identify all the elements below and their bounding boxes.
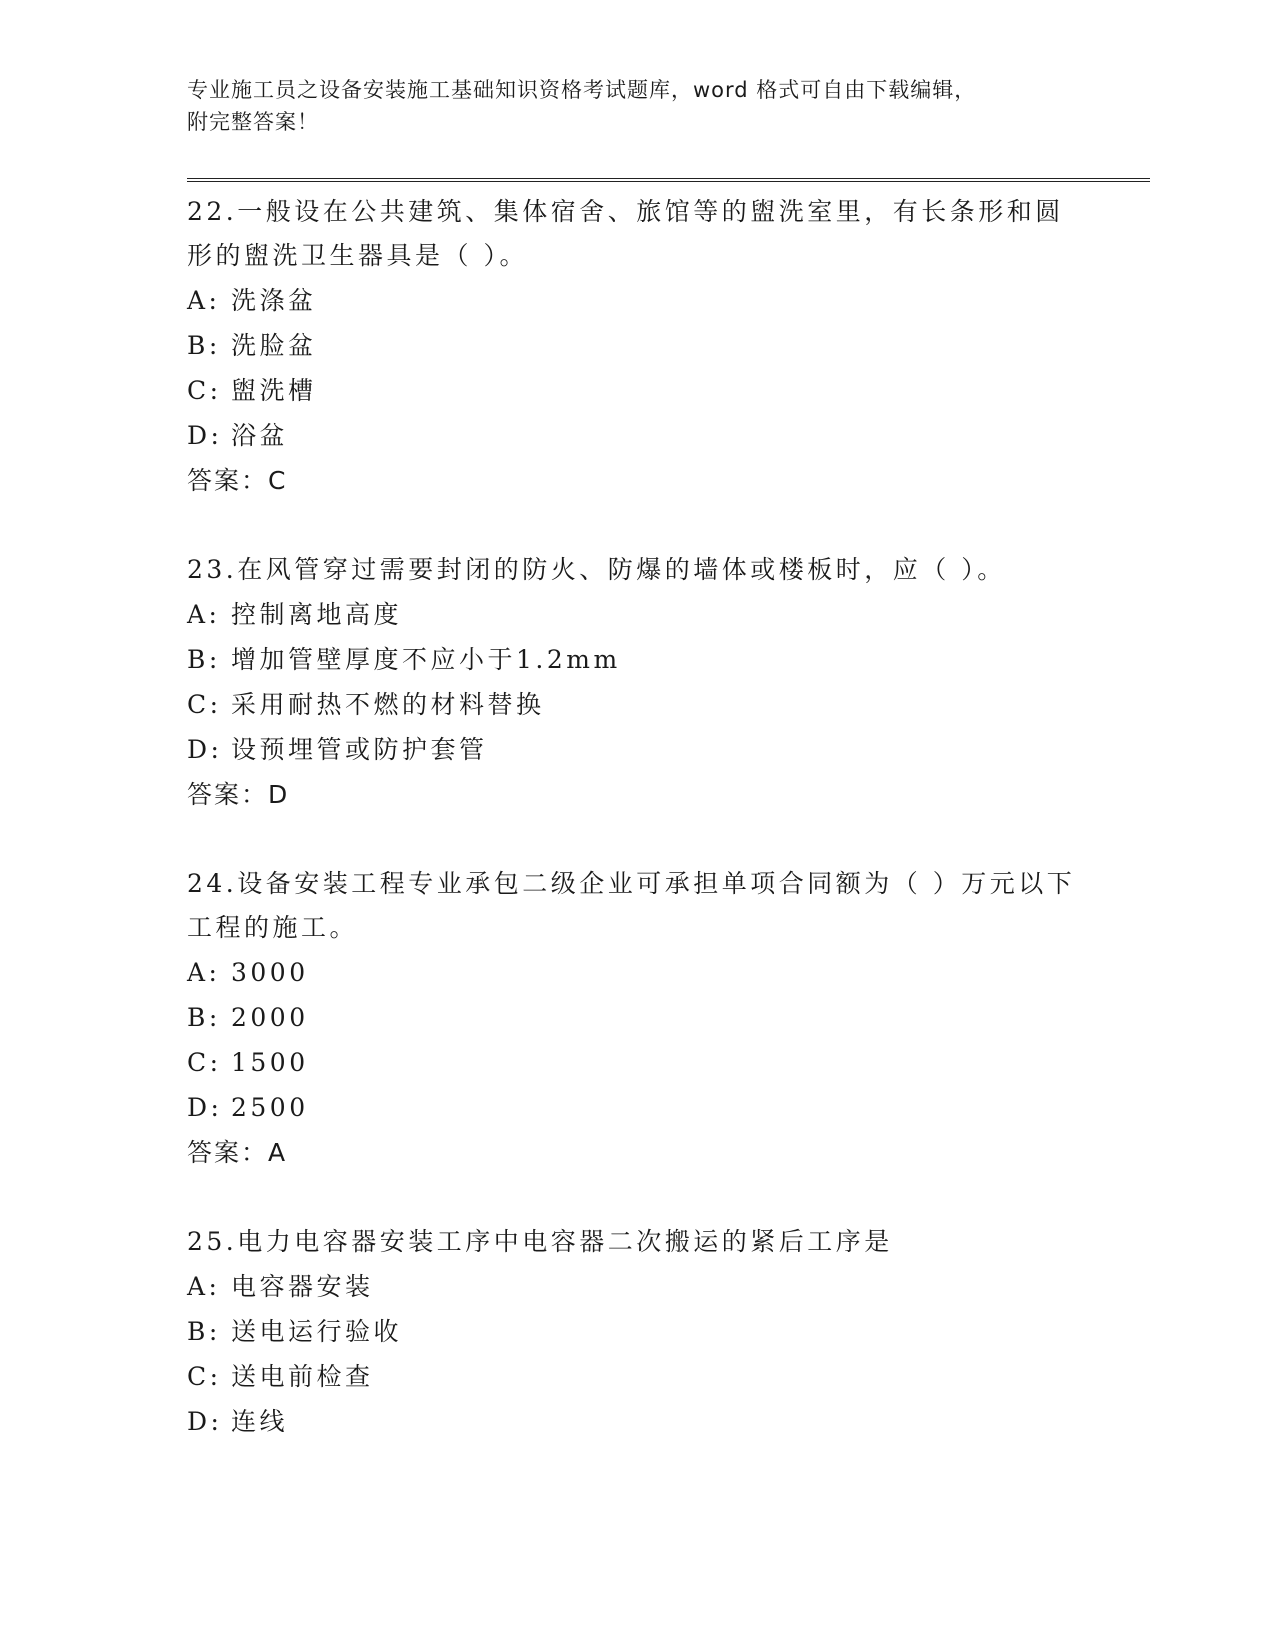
- header-line-2: 附完整答案！: [187, 110, 319, 134]
- option-text: 增加管壁厚度不应小于1.2mm: [231, 645, 621, 674]
- option-key: D:: [187, 1093, 223, 1122]
- option-key: A:: [187, 600, 221, 629]
- option-text: 2500: [231, 1093, 309, 1122]
- option-text: 控制离地高度: [231, 600, 403, 629]
- header-line-1: 专业施工员之设备安装施工基础知识资格考试题库，word 格式可自由下载编辑，: [187, 78, 977, 102]
- option-text: 盥洗槽: [231, 376, 317, 405]
- option-key: C:: [187, 1362, 222, 1391]
- option-key: C:: [187, 376, 222, 405]
- question-23: [187, 548, 1087, 817]
- answer-line: 答案：D: [187, 780, 290, 809]
- question-stem: 22.一般设在公共建筑、集体宿舍、旅馆等的盥洗室里，有长条形和圆形的盥洗卫生器具是（ ）。: [187, 197, 1064, 270]
- option-a: [187, 278, 1087, 323]
- option-key: D:: [187, 421, 223, 450]
- option-key: C:: [187, 1048, 222, 1077]
- option-d: [187, 1399, 1087, 1444]
- option-key: A:: [187, 1272, 221, 1301]
- option-d: [187, 1085, 1087, 1130]
- option-b: [187, 637, 1087, 682]
- option-a: [187, 592, 1087, 637]
- option-text: 送电运行验收: [231, 1317, 403, 1346]
- answer-line: 答案：C: [187, 466, 288, 495]
- option-d: [187, 413, 1087, 458]
- option-c: [187, 1040, 1087, 1085]
- question-24: [187, 862, 1087, 1175]
- question-list: [187, 190, 1087, 1489]
- option-key: D:: [187, 1407, 223, 1436]
- option-text: 1500: [231, 1048, 309, 1077]
- answer-line: 答案：A: [187, 1138, 288, 1167]
- option-a: [187, 1264, 1087, 1309]
- option-key: D:: [187, 735, 223, 764]
- header-divider: [187, 178, 1150, 182]
- option-c: [187, 368, 1087, 413]
- option-key: A:: [187, 958, 221, 987]
- question-25: [187, 1220, 1087, 1444]
- option-c: [187, 682, 1087, 727]
- option-d: [187, 727, 1087, 772]
- option-text: 洗脸盆: [231, 331, 317, 360]
- option-key: B:: [187, 1317, 221, 1346]
- option-text: 浴盆: [231, 421, 289, 450]
- option-text: 采用耐热不燃的材料替换: [231, 690, 545, 719]
- question-stem: 23.在风管穿过需要封闭的防火、防爆的墙体或楼板时，应（ ）。: [187, 555, 1006, 584]
- option-key: B:: [187, 331, 221, 360]
- option-key: C:: [187, 690, 222, 719]
- question-stem: 25.电力电容器安装工序中电容器二次搬运的紧后工序是: [187, 1227, 893, 1256]
- option-key: B:: [187, 1003, 221, 1032]
- option-key: A:: [187, 286, 221, 315]
- question-22: [187, 190, 1087, 503]
- question-stem: 24.设备安装工程专业承包二级企业可承担单项合同额为（ ）万元以下工程的施工。: [187, 869, 1076, 942]
- option-text: 送电前检查: [231, 1362, 374, 1391]
- option-text: 洗涤盆: [231, 286, 317, 315]
- option-b: [187, 995, 1087, 1040]
- option-text: 电容器安装: [231, 1272, 374, 1301]
- option-text: 连线: [231, 1407, 289, 1436]
- option-a: [187, 950, 1087, 995]
- option-text: 3000: [231, 958, 309, 987]
- option-text: 2000: [231, 1003, 309, 1032]
- option-text: 设预埋管或防护套管: [231, 735, 488, 764]
- option-key: B:: [187, 645, 221, 674]
- option-b: [187, 323, 1087, 368]
- option-b: [187, 1309, 1087, 1354]
- option-c: [187, 1354, 1087, 1399]
- document-header: [187, 74, 1067, 138]
